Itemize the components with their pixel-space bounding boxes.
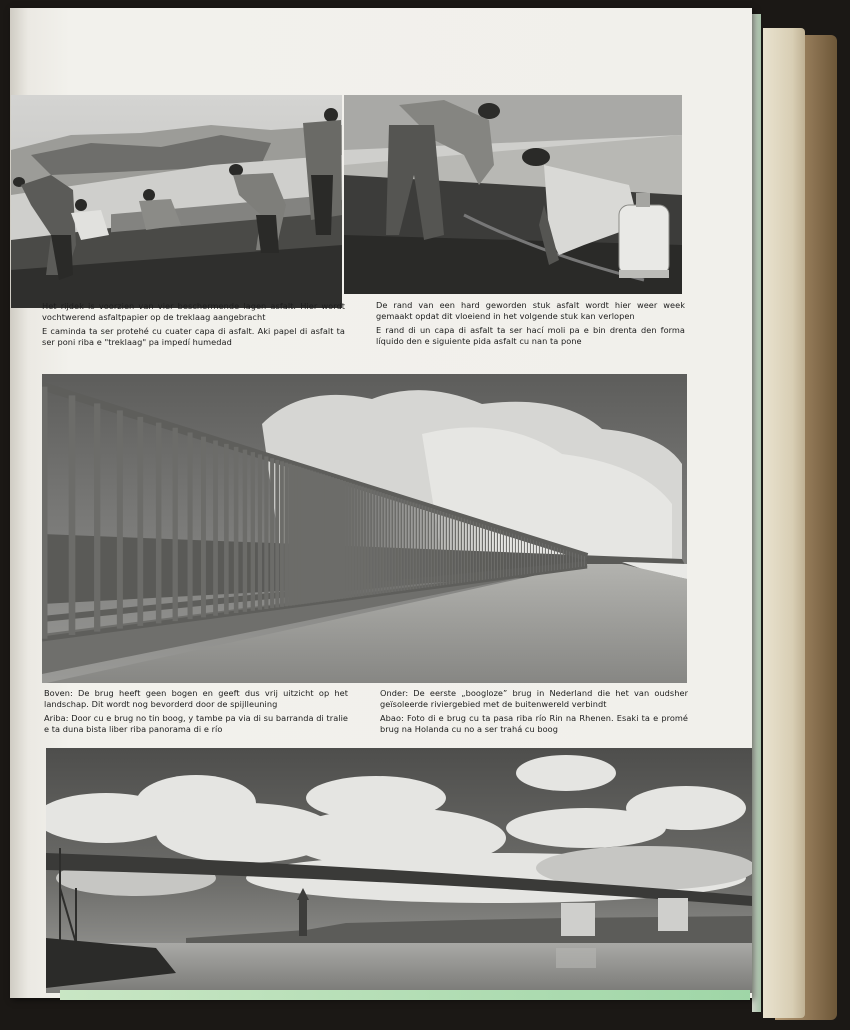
caption-middle-left-papiamento: Ariba: Door cu e brug no tin boog, y tambe pa via di su barranda di tralie e ta duna bista liber riba panorama di e río <box>44 713 348 734</box>
caption-top-left-papiamento: E caminda ta ser protehé cu cuater capa di asfalt. Aki papel di asfalt ta ser poni riba e "treklaag" pa impedí humedad <box>42 326 345 347</box>
caption-middle-left-dutch: Boven: De brug heeft geen bogen en geeft dus vrij uitzicht op het landschap. Dit wordt nog bevorderd door de spijlleuning <box>44 688 348 709</box>
photo-workers-laying-asphalt-paper <box>11 95 342 308</box>
caption-top-right-dutch: De rand van een hard geworden stuk asfalt wordt hier weer week gemaakt opdat dit vloeiend in het volgende stuk kan verlopen <box>376 300 685 321</box>
caption-top-right <box>376 300 685 346</box>
caption-middle-right-papiamento: Abao: Foto di e brug cu ta pasa riba río Rin na Rhenen. Esaki ta e promé brug na Holanda cu no a ser trahá cu boog <box>380 713 688 734</box>
book-page <box>10 8 752 998</box>
caption-middle-right <box>380 688 688 734</box>
caption-top-left <box>42 301 345 347</box>
book-page-edge-green <box>752 14 761 1012</box>
photo-bridge-railing-perspective <box>42 374 687 683</box>
caption-top-right-papiamento: E rand di un capa di asfalt ta ser hací moli pa e bin drenta den forma líquido den e siguiente pida asfalt cu nan ta pone <box>376 325 685 346</box>
caption-top-left-dutch: Het rijdek is voorzien van vier beschermende lagen asfalt. Hier wordt vochtwerend asfaltpapier op de treklaag aangebracht <box>42 301 345 322</box>
photo-bridge-over-river-rhenen <box>46 748 752 993</box>
caption-middle-right-dutch: Onder: De eerste „boogloze” brug in Nederland die het van oudsher geïsoleerde riviergebied met de buitenwereld verbindt <box>380 688 688 709</box>
book-page-stack <box>763 28 805 1018</box>
photo-workers-heating-asphalt-edge <box>344 95 682 294</box>
book-page-edge-bottom <box>60 990 750 1000</box>
caption-middle-left <box>44 688 348 734</box>
